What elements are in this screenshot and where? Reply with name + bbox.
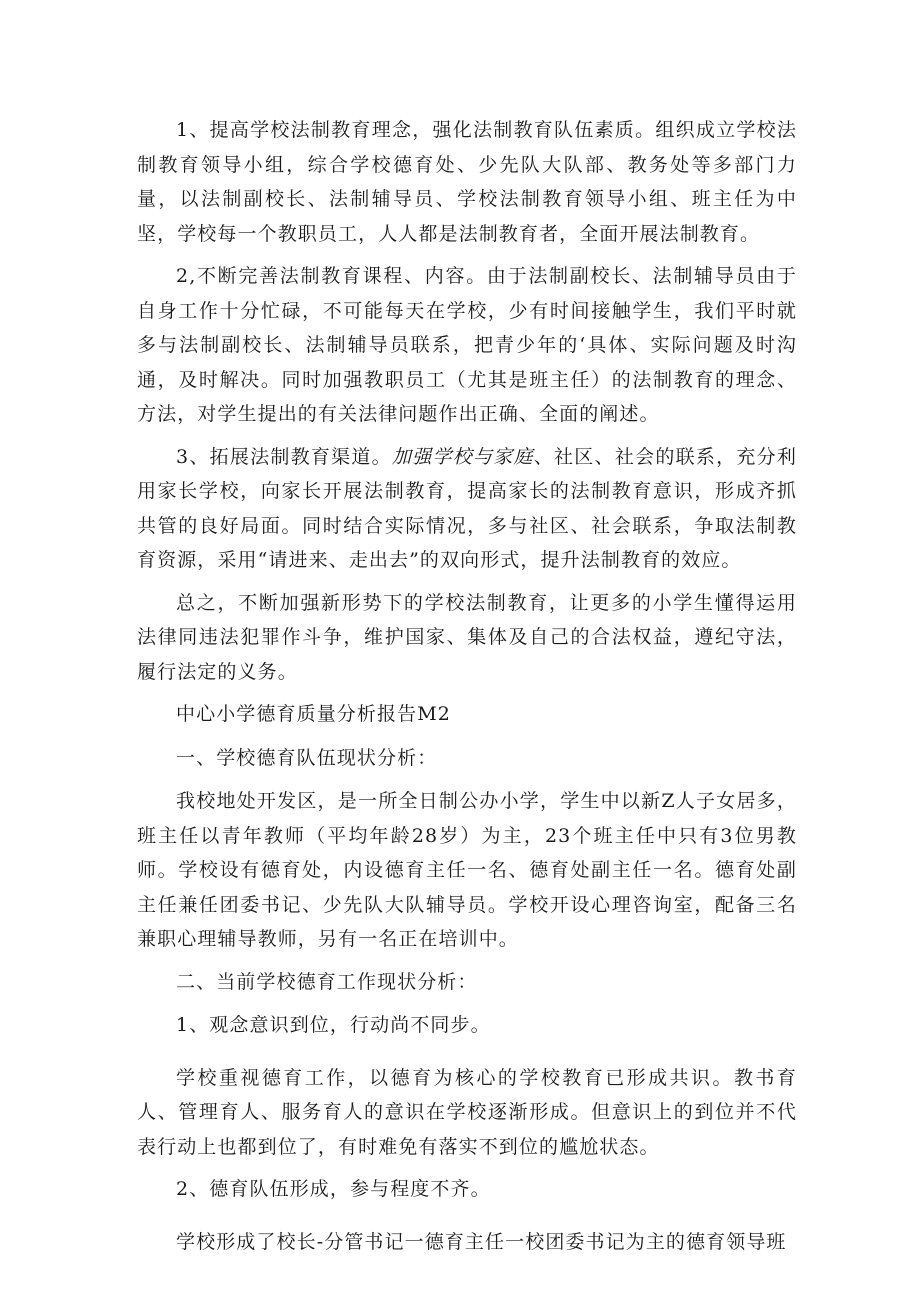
paragraph-awareness-detail: 学校重视德育工作，以德育为核心的学校教育已形成共识。教书育人、管理育人、服务育人的意识在学校逐渐形成。但意识上的到位并不代表行动上也都到位了，有时难免有落实不到位的尴尬状态。 [137, 1066, 797, 1158]
paragraph-channels-italic-phrase: 加强学校与家庭 [391, 445, 534, 468]
paragraph-legal-education-course: 2,不断完善法制教育课程、内容。由于法制副校长、法制辅导员由于自身工作十分忙碌，不可能每天在学校，少有时间接触学生，我们平时就多与法制副校长、法制辅导员联系，把青少年的‘具体、实际问题及时沟通，及时解决。同时加强教职员工（尤其是班主任）的法制教育的理念、方法，对学生提出的有关法律问题作出正确、全面的阐述。 [137, 265, 797, 425]
section-heading-team-status: 一、学校德育队伍现状分析： [176, 746, 438, 769]
list-item-team-formation: 2、德育队伍形成，参与程度不齐。 [176, 1178, 491, 1200]
paragraph-team-formation-detail: 学校形成了校长-分管书记一德育主任一校团委书记为主的德育领导班 [176, 1230, 787, 1253]
paragraph-summary: 总之，不断加强新形势下的学校法制教育，让更多的小学生懂得运用法律同违法犯罪作斗争，维护国家、集体及自己的合法权益，遵纪守法，履行法定的义务。 [137, 591, 797, 683]
section-heading-current-work: 二、当前学校德育工作现状分析： [176, 970, 478, 993]
list-item-awareness: 1、观念意识到位，行动尚不同步。 [176, 1014, 491, 1036]
document-body [137, 113, 797, 1267]
paragraph-channels-lead: 3、拓展法制教育渠道。 [176, 445, 392, 468]
paragraph-school-profile: 我校地处开发区，是一所全日制公办小学，学生中以新Z人子女居多，班主任以青年教师（平均年龄28岁）为主，23个班主任中只有3位男教师。学校设有德育处，内设德育主任一名、德育处副主任一名。德育处副主任兼任团委书记、少先队大队辅导员。学校开设心理咨询室，配备三名兼职心理辅导教师，另有一名正在培训中。 [137, 790, 797, 950]
paragraph-legal-education-team: 1、提高学校法制教育理念，强化法制教育队伍素质。组织成立学校法制教育领导小组，综合学校德育处、少先队大队部、教务处等多部门力量，以法制副校长、法制辅导员、学校法制教育领导小组、班主任为中坚，学校每一个教职员工，人人都是法制教育者，全面开展法制教育。 [137, 119, 797, 245]
paragraph-legal-education-channels [137, 440, 797, 578]
paragraph-channels-rest: 、社区、社会的联系，充分利用家长学校，向家长开展法制教育，提高家长的法制教育意识，形成齐抓共管的良好局面。同时结合实际情况，多与社区、社会联系，争取法制教育资源，采用“请进来、走出去”的双向形式，提升法制教育的效应。 [137, 445, 797, 571]
report-title: 中心小学德育质量分析报告M2 [176, 703, 451, 725]
